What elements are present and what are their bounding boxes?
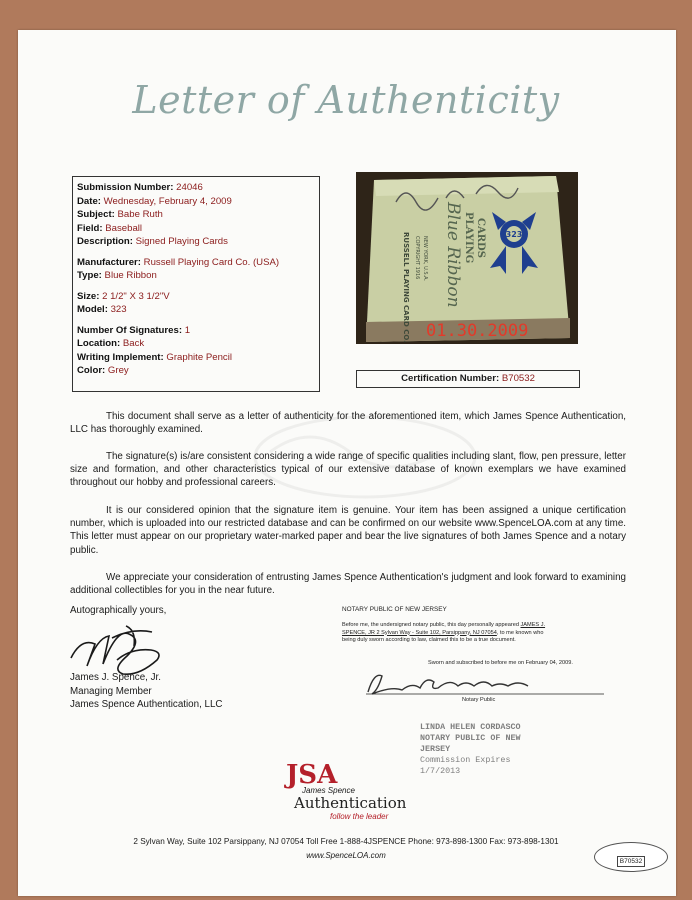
closing-text: Autographically yours, <box>70 605 167 616</box>
size-row: Size: 2 1/2" X 3 1/2"V <box>77 290 170 302</box>
implement-row: Writing Implement: Graphite Pencil <box>77 351 232 363</box>
model-row: Model: 323 <box>77 304 127 315</box>
paragraph-2: The signature(s) is/are consistent considering a wide range of specific qualities including slant, flow, pen pressure, letter size and formation, and other characteristics typical of our extensive database of known exemplars we have examined throughout our hobby and professional careers. <box>70 451 626 489</box>
card-brand-text: Blue Ribbon <box>443 202 463 308</box>
paragraph-4: We appreciate your consideration of entrusting James Spence Authentication's judgment and look forward to examining additional collectibles for you in the near future. <box>70 572 626 597</box>
submission-number-row: Submission Number: 24046 <box>77 182 203 193</box>
num-signatures-row: Number Of Signatures: 1 <box>77 324 191 336</box>
card-line1-text: PLAYING <box>463 212 474 264</box>
notary-stamp: LINDA HELEN CORDASCO NOTARY PUBLIC OF NEW JERSEY Commission Expires 1/7/2013 <box>420 722 521 776</box>
card-copyright-text: COPYRIGHT 1916 <box>414 236 420 280</box>
signer-company: James Spence Authentication, LLC <box>70 699 223 710</box>
notary-statement: Before me, the undersigned notary public, this day personally appeared JAMES J. SPENCE, JR 2 Sylvan Way - Suite 102, Parsippany, NJ 07054, to me known who being duly sworn according to law, claimed this to be a true document. <box>342 622 546 644</box>
date-row: Date: Wednesday, February 4, 2009 <box>77 195 232 207</box>
page-title: Letter of Authenticity <box>132 78 560 122</box>
card-city-text: NEW YORK, U.S.A. <box>422 236 428 282</box>
jsa-logo: JSA James Spence Authentication follow the leader <box>286 760 407 821</box>
signer-block <box>70 671 223 712</box>
manufacturer-row: Manufacturer: Russell Playing Card Co. (USA) <box>77 256 280 268</box>
footer-website[interactable]: www.SpenceLOA.com <box>306 851 386 860</box>
type-row: Type: Blue Ribbon <box>77 270 157 281</box>
notary-public-label: Notary Public <box>462 697 496 703</box>
card-maker-text: RUSSELL PLAYING CARD CO. <box>402 232 410 343</box>
footer-address: 2 Sylvan Way, Suite 102 Parsippany, NJ 07054 Toll Free 1-888-4JSPENCE Phone: 973-898-1300 Fax: 973-898-1301 <box>133 837 559 846</box>
signer-name: James J. Spence, Jr. <box>70 672 161 683</box>
card-seal-text: 323 <box>505 230 523 239</box>
description-row: Description: Signed Playing Cards <box>77 236 228 247</box>
paragraph-1: This document shall serve as a letter of authenticity for the aforementioned item, which James Spence Authentication, LLC has thoroughly examined. <box>70 411 626 436</box>
color-row: Color: Grey <box>77 365 129 376</box>
authentication-sticker: B70532 <box>594 842 668 872</box>
notary-sworn: Sworn and subscribed to before me on February 04, 2009. <box>428 660 573 666</box>
card-line2-text: CARDS <box>475 218 486 258</box>
notary-heading: NOTARY PUBLIC OF NEW JERSEY <box>342 606 447 613</box>
certification-number: Certification Number: B70532 <box>356 370 580 388</box>
field-row: Field: Baseball <box>77 222 143 234</box>
photo-date-stamp: 01.30.2009 <box>426 321 529 341</box>
subject-row: Subject: Babe Ruth <box>77 209 163 220</box>
item-photo <box>356 172 578 344</box>
paragraph-3: It is our considered opinion that the signature item is genuine. Your item has been assigned a unique certification number, which is uploaded into our restricted database and can be confirmed on our website www.SpenceLOA.com at any time. This letter must appear on our proprietary water-marked paper and bear the live signatures of both James Spence and a notary public. <box>70 505 626 556</box>
location-row: Location: Back <box>77 338 145 349</box>
item-info-box <box>72 176 320 392</box>
signer-role: Managing Member <box>70 685 152 697</box>
notary-signature <box>358 670 608 700</box>
